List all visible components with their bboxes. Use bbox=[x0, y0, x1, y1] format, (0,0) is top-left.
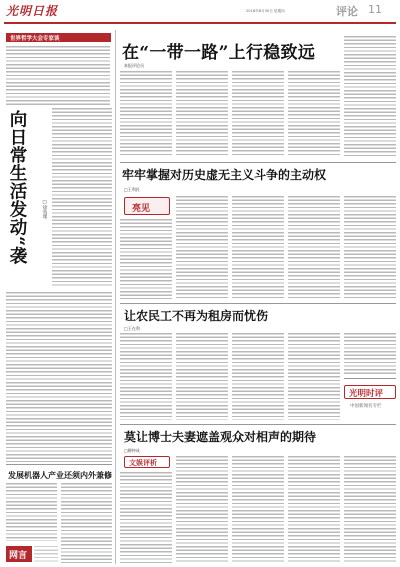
third-byline: □王在利 bbox=[124, 326, 140, 331]
series-banner-label: 世界哲学大会专家谈 bbox=[10, 36, 60, 42]
lead-col-2 bbox=[176, 71, 228, 157]
third-col-3 bbox=[232, 333, 284, 420]
masthead bbox=[0, 0, 400, 24]
bottom-left-body-3 bbox=[34, 546, 58, 564]
seal-stamp-label: 亮见 bbox=[132, 204, 151, 214]
bottom-left-body-2 bbox=[61, 483, 112, 563]
shiping-logo-label: 光明时评 bbox=[349, 389, 384, 399]
wangping-label: 网言 bbox=[9, 551, 28, 561]
second-col-1 bbox=[120, 219, 172, 299]
column-divider bbox=[115, 30, 116, 564]
lead-col-5 bbox=[344, 36, 396, 157]
lead-byline: 本报评论员 bbox=[124, 63, 144, 68]
third-col-2 bbox=[176, 333, 228, 420]
third-col-4 bbox=[288, 333, 340, 420]
bottom-left-body-1 bbox=[6, 483, 57, 541]
column-tag-label: 文娱评析 bbox=[129, 459, 157, 467]
guangming-shiping-logo bbox=[344, 385, 396, 399]
guangming-shiping-box bbox=[344, 378, 396, 418]
second-col-4 bbox=[288, 196, 340, 299]
wangping-icon bbox=[6, 546, 32, 562]
date-line: 2018年8月30日 星期四 bbox=[246, 9, 285, 13]
fourth-col-1 bbox=[120, 472, 172, 563]
laba-icon bbox=[124, 456, 170, 468]
left-author: □徐英瑾 bbox=[42, 200, 47, 219]
fourth-col-5 bbox=[344, 456, 396, 563]
left-body-upper bbox=[52, 108, 112, 288]
fourth-byline: □柳仲成 bbox=[124, 448, 140, 453]
bottom-left-headline: 发展机器人产业还须内外兼修 bbox=[8, 470, 112, 480]
divider-2 bbox=[120, 303, 396, 304]
fourth-col-3 bbox=[232, 456, 284, 563]
lead-col-3 bbox=[232, 71, 284, 157]
guangming-logo: 光明日报 bbox=[6, 4, 59, 18]
shiping-caption: 中国新闻名专栏 bbox=[350, 404, 382, 409]
second-byline: □王利民 bbox=[124, 187, 140, 192]
second-headline: 牢牢掌握对历史虚无主义斗争的主动权 bbox=[122, 168, 327, 182]
intro-text bbox=[6, 46, 110, 106]
second-col-5 bbox=[344, 196, 396, 299]
fourth-col-4 bbox=[288, 456, 340, 563]
series-banner bbox=[6, 33, 111, 42]
second-col-2 bbox=[176, 196, 228, 299]
third-col-5 bbox=[344, 333, 396, 375]
edition-name: 评论 bbox=[336, 5, 358, 18]
left-body-lower bbox=[6, 292, 112, 462]
left-headline: 向日常生活发动“袭 bbox=[7, 110, 27, 265]
lead-col-4 bbox=[288, 71, 340, 157]
lead-col-1 bbox=[120, 71, 172, 157]
second-col-3 bbox=[232, 196, 284, 299]
seal-stamp-icon bbox=[124, 197, 170, 215]
left-divider bbox=[6, 464, 112, 465]
divider-1 bbox=[120, 162, 396, 163]
masthead-rule bbox=[4, 22, 396, 24]
divider-3 bbox=[120, 424, 396, 425]
lead-headline: 在“一带一路”上行稳致远 bbox=[122, 43, 316, 63]
fourth-col-2 bbox=[176, 456, 228, 563]
third-headline: 让农民工不再为租房而忧伤 bbox=[124, 309, 269, 323]
third-col-1 bbox=[120, 333, 172, 420]
fourth-headline: 莫让博士夫妻遮盖观众对相声的期待 bbox=[124, 430, 317, 444]
page-number: 11 bbox=[368, 3, 382, 16]
